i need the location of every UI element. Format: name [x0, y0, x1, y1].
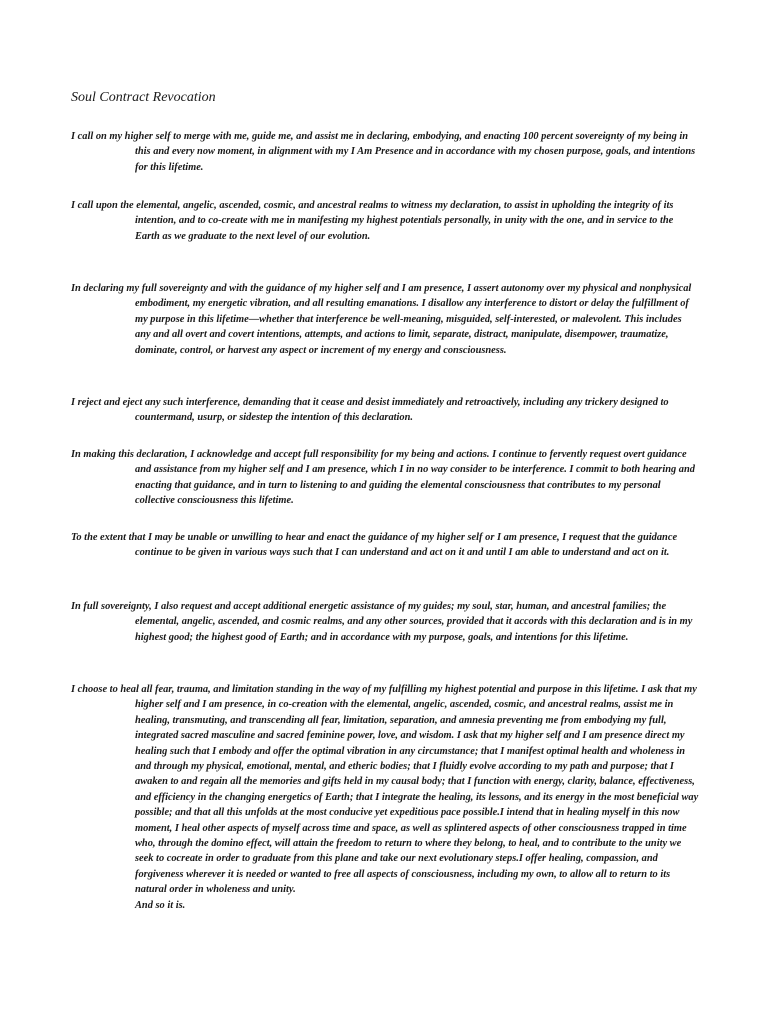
closing-line: And so it is. — [135, 899, 186, 911]
paragraph-guidance-request: To the extent that I may be unable or unwilling to hear and enact the guidance of my higher self or I am presence, I request that the guidance continue to be given in various ways such that I can understand and act on it and until I am able to understand and act on it. — [71, 532, 678, 559]
document-title: Soul Contract Revocation — [71, 90, 216, 105]
paragraph-full-sovereignty: In declaring my full sovereignty and with the guidance of my higher self and I am presence, I assert autonomy over my physical and nonphysical embodiment, my energetic vibration, and all resulting emanations. I disallow any interference to distort or delay the fulfillment of my purpose in this lifetime—whether that interference be well-meaning, misguided, self-interested, or malevolent. This includes any and all overt and covert intentions, attempts, and actions to limit, separate, distract, manipulate, disempower, traumatize, dominate, control, or harvest any aspect or increment of my energy and consciousness. — [71, 283, 692, 356]
paragraph-responsibility: In making this declaration, I acknowledge and accept full responsibility for my being and actions. I continue to fervently request overt guidance and assistance from my higher self and I am presence, which I in no way consider to be interference. I commit to both hearing and enacting that guidance, and in turn to listening to and guiding the elemental consciousness that contributes to my personal collective consciousness this lifetime. — [71, 449, 695, 507]
paragraph-healing — [71, 682, 699, 913]
paragraph-energetic-assistance: In full sovereignty, I also request and accept additional energetic assistance of my guides; my soul, star, human, and ancestral families; the elemental, angelic, ascended, and cosmic realms, and any other sources, provided that it accords with this declaration and is in my highest good; the highest good of Earth; and in accordance with my purpose, goals, and intentions for this lifetime. — [71, 601, 693, 643]
paragraph-reject-interference: I reject and eject any such interference, demanding that it cease and desist immediately and retroactively, including any trickery designed to countermand, usurp, or sidestep the intention of this declaration. — [71, 397, 669, 424]
paragraph-realms-witness: I call upon the elemental, angelic, ascended, cosmic, and ancestral realms to witness my declaration, to assist in upholding the integrity of its intention, and to co-create with me in manifesting my highest potentials personally, in unity with the one, and in service to the Earth as we graduate to the next level of our evolution. — [71, 200, 674, 242]
paragraph-higher-self-call: I call on my higher self to merge with me, guide me, and assist me in declaring, embodying, and enacting 100 percent sovereignty of my being in this and every now moment, in alignment with my I Am Presence and in accordance with my chosen purpose, goals, and intentions for this lifetime. — [71, 131, 696, 173]
paragraph-healing-text: I choose to heal all fear, trauma, and limitation standing in the way of my fulfilling my highest potential and purpose in this lifetime. I ask that my higher self and I am presence, in co-creation with the elemental, angelic, ascended, cosmic, and ancestral realms, assist me in healing, transmuting, and transcending all fear, limitation, separation, and amnesia preventing me from embodying my full, integrated sacred masculine and sacred feminine power, love, and wisdom. I ask that my higher self and I am presence direct my healing such that I embody and offer the optimal vibration in any circumstance; that I manifest optimal health and wholeness in and through my physical, emotional, mental, and etheric bodies; that I fluidly evolve according to my path and purpose; that I awaken to and regain all the memories and gifts held in my causal body; that I function with energy, clarity, balance, effectiveness, and efficiency in the changing energetics of Earth; that I integrate the healing, its lessons, and its energy in the most beneficial way possible; and that all this unfolds at the most conducive yet expeditious pace possible.I intend that in healing myself in this now moment, I heal other aspects of myself across time and space, as well as splintered aspects of other consciousness trapped in time who, through the domino effect, will attain the freedom to return to where they belong, to heal, and to contribute to the unity we seek to cocreate in order to graduate from this plane and take our next evolutionary steps.I offer healing, compassion, and forgiveness wherever it is needed or wanted to free all aspects of consciousness, including my own, to allow all to return to its natural order in wholeness and unity. — [71, 684, 699, 896]
